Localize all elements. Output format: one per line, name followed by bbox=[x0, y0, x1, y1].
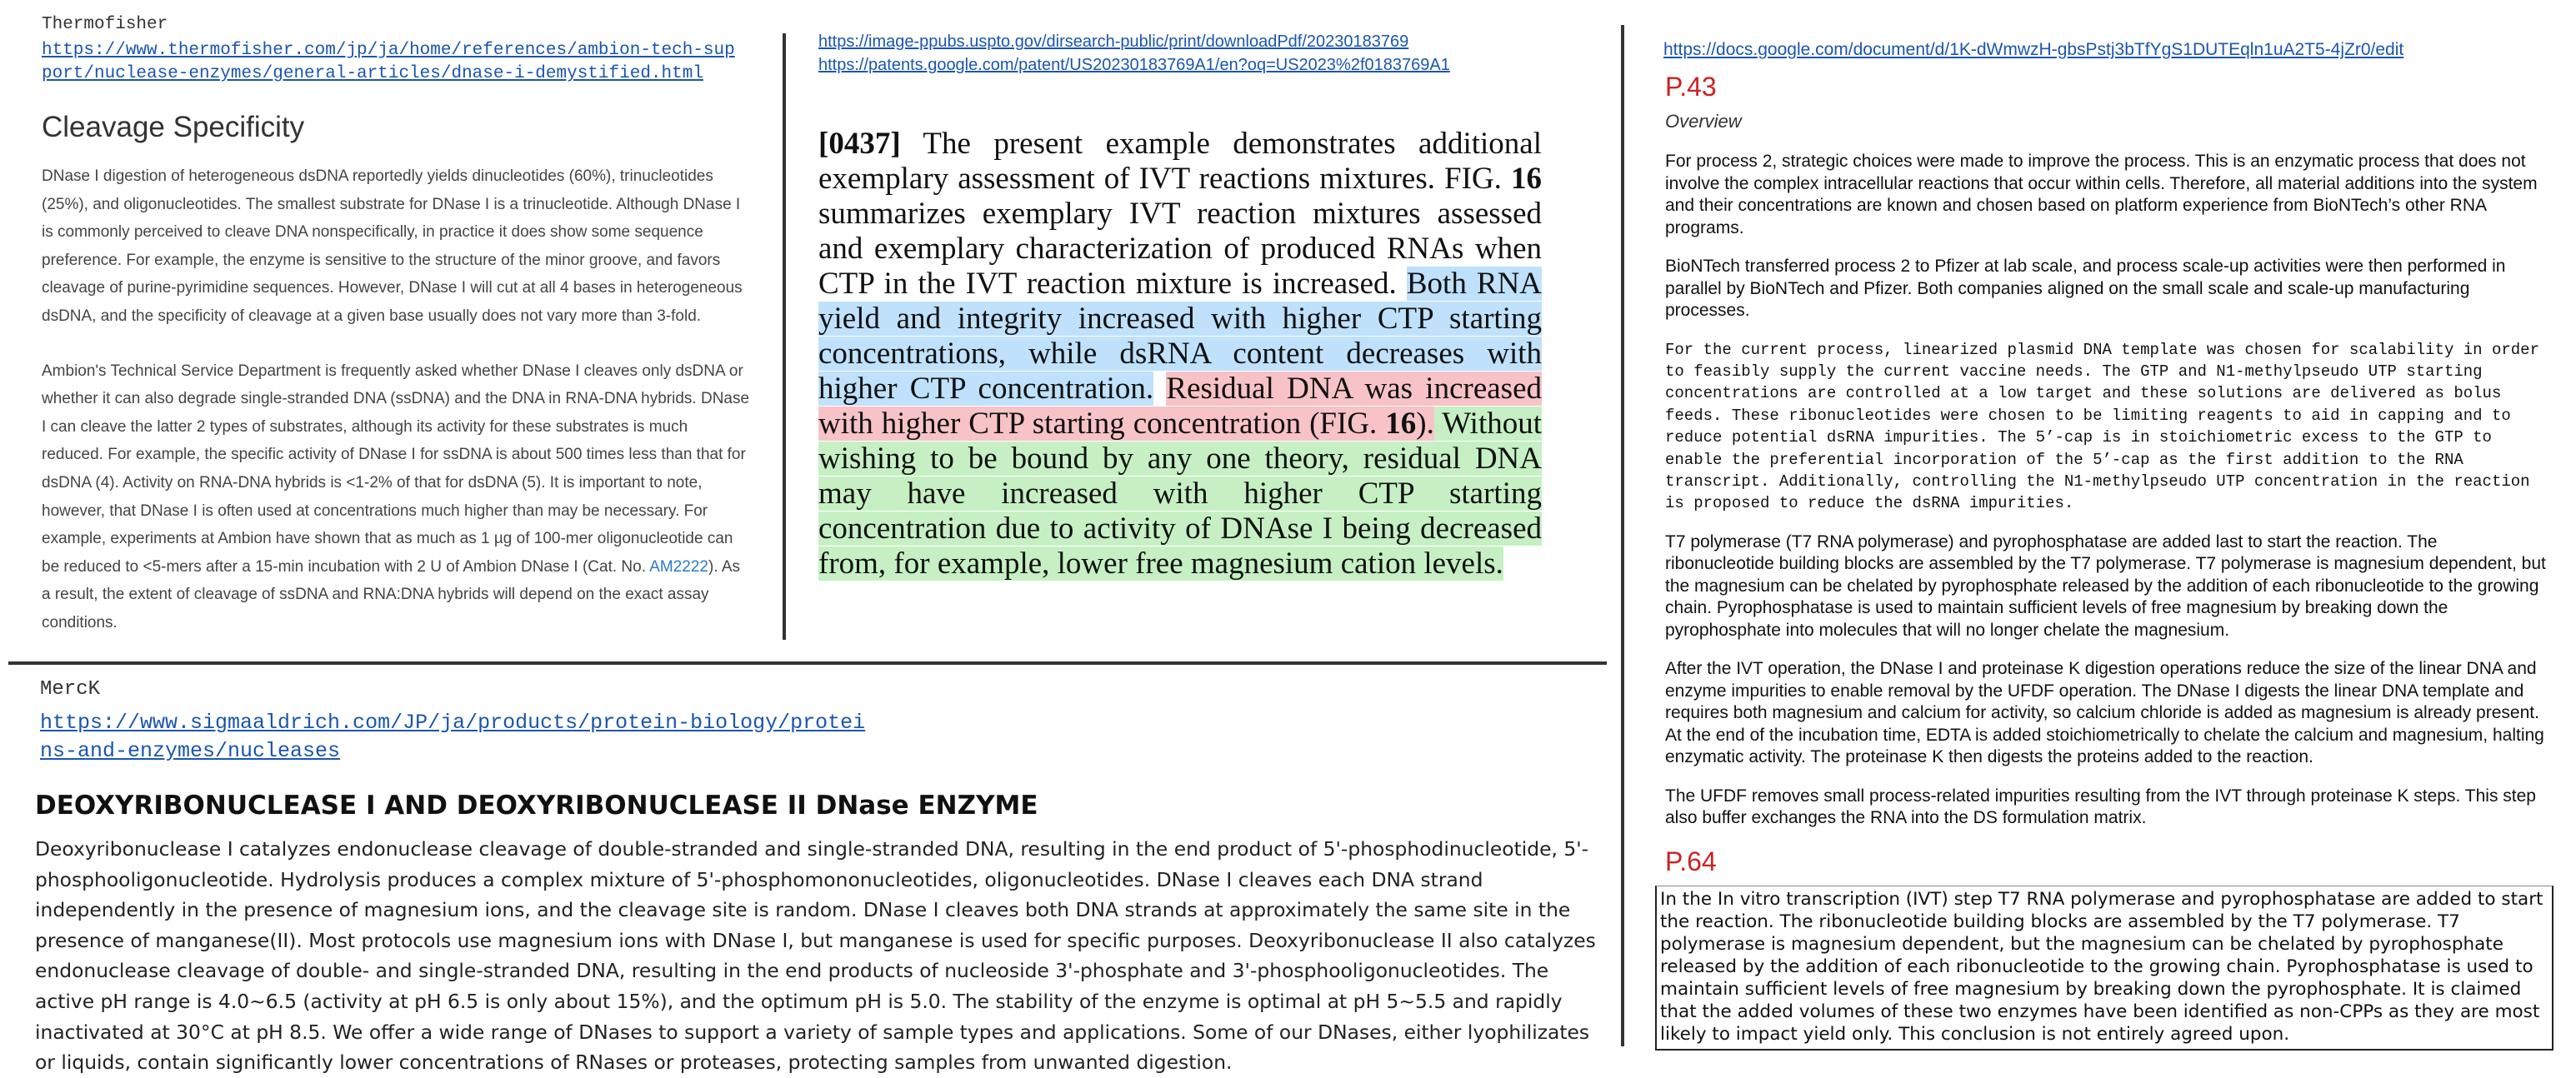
paragraph-2-text-a: Ambion's Technical Service Department is frequently asked whether DNase I cleaves only dsDNA or whether it can also degrade single-stranded DNA (ssDNA) and the DNA in RNA-DNA hybrids. DNase I can cleave the latter 2 types of substrates, although its activity for these substrates is much reduced. For example, the specific activity of DNase I for ssDNA is about 500 times less than that for dsDNA (4). Activity on RNA-DNA hybrids is <1-2% of that for dsDNA (5). It is important to note, however, that DNase I is often used at concentrations much higher than may be necessary. For example, experiments at Ambion have shown that as much as 1 µg of 100-mer oligonucleotide can be reduced to <5-mers after a 15-min incubation with 2 U of Ambion DNase I (Cat. No. bbox=[42, 362, 750, 576]
paragraph-1: DNase I digestion of heterogeneous dsDNA reportedly yields dinucleotides (60%), trinucleotides (25%), and oligonucleotides. The smallest substrate for DNase I is a trinucleotide. Although DNase I is commonly perceived to cleave DNA nonspecifically, in practice it does show some sequence preference. For example, the enzyme is sensitive to the structure of the minor groove, and favors cleavage of purine-pyrimidine sequences. However, DNase I will cut at all 4 bases in heterogeneous dsDNA, and the specificity of cleavage at a given base usually does not vary more than 3-fold. bbox=[42, 167, 743, 325]
divider-vertical-left bbox=[783, 33, 786, 640]
paragraph-2-text-b: ). As a result, the extent of cleavage of ssDNA and RNA:DNA hybrids will depend on the exact assay conditions. bbox=[42, 557, 741, 631]
gdoc-paragraph-2: BioNTech transferred process 2 to Pfizer at lab scale, and process scale-up activities were then performed in parallel by BioNTech and Pfizer. Both companies aligned on the small scale and scale-up manufacturing processes. bbox=[1665, 257, 2506, 320]
merck-paragraph: Deoxyribonuclease I catalyzes endonuclease cleavage of double-stranded and single-stranded DNA, resulting in the end product of 5'-phosphodinucleotide, 5'-phosphooligonucleotide. Hydrolysis produces a complex mixture of 5'-phosphomononucleotides, oligonucleotides. DNase I cleaves each DNA strand independently in the presence of magnesium ions, and the cleavage site is random. DNase I cleaves both DNA strands at approximately the same site in the presence of manganese(II). Most protocols use magnesium ions with DNase I, but manganese is used for specific purposes. Deoxyribonuclease II also catalyzes endonuclease cleavage of double- and single-stranded DNA, resulting in the end products of nucleoside 3'-phosphate and 3'-phosphooligonucleotides. The active pH range is 4.0~6.5 (activity at pH 6.5 is only about 15%), and the optimum pH is 5.0. The stability of the enzyme is optimal at pH 5~5.5 and rapidly inactivated at 30°C at pH 8.5. We offer a wide range of DNases to support a variety of sample types and applications. Some of our DNases, either lyophilizates or liquids, contain significantly lower concentrations of RNases or proteases, protecting samples from unwanted digestion. bbox=[35, 837, 1596, 1075]
gdoc-paragraph-3: For the current process, linearized plasmid DNA template was chosen for scalability in order to feasibly supply the current vaccine needs. The GTP and N1-methylpseudo UTP starting concentrations are controlled at a low target and these solutions are delivered as bolus feeds. These ribonucleotides were chosen to be limiting reagents to aid in capping and to reduce potential dsRNA impurities. The 5’-cap is in stoichiometric excess to the GTP to enable the preferential incorporation of the 5’-cap as the first addition to the RNA transcript. Additionally, controlling the N1-methylpseudo UTP concentration in the reaction is proposed to reduce the dsRNA impurities. bbox=[1665, 340, 2539, 513]
gdoc-paragraph-1: For process 2, strategic choices were made to improve the process. This is an enzymatic process that does not involve the complex intracellular reactions that occur within cells. Therefore, all material additions into the system and their concentrations are known and chosen based on platform experience from BioNTech’s other RNA programs. bbox=[1665, 152, 2538, 237]
merck-panel bbox=[35, 678, 1598, 1078]
source-label: MercK bbox=[40, 678, 101, 701]
google-patents-url[interactable]: https://patents.google.com/patent/US20230183769A1/en?oq=US2023%2f0183769A1 bbox=[818, 56, 1450, 74]
thermofisher-panel bbox=[42, 15, 750, 664]
patent-text-plain-2: summarizes exemplary IVT reaction mixtures assessed and exemplary characterization of produced RNAs when CTP in the IVT reaction mixture is increased. bbox=[818, 197, 1542, 301]
figure-number-2: 16 bbox=[1385, 407, 1417, 441]
uspto-url[interactable]: https://image-ppubs.uspto.gov/dirsearch-public/print/downloadPdf/20230183769 bbox=[818, 32, 1409, 51]
patent-panel bbox=[818, 30, 1542, 581]
paragraph-2 bbox=[42, 357, 750, 637]
paragraph-number: [0437] bbox=[818, 127, 901, 161]
boxed-paragraph: In the In vitro transcription (IVT) step T7 RNA polymerase and pyrophosphatase are added to start the reaction. The ribonucleotide building blocks are assembled by the T7 polymerase. T7 polymerase is magnesium dependent, but the magnesium can be chelated by pyrophosphate released by the addition of each ribonucleotide to the growing chain. Pyrophosphatase is used to maintain sufficient levels of free magnesium by breaking down the pyrophosphate. It is claimed that the added volumes of these two enzymes have been identified as non-CPPs as they are most likely to impact yield only. This conclusion is not entirely agreed upon. bbox=[1655, 886, 2553, 1051]
divider-vertical-right bbox=[1621, 25, 1624, 1046]
gdoc-paragraph-6: The UFDF removes small process-related impurities resulting from the IVT through proteinase K steps. This step also buffer exchanges the RNA into the DS formulation matrix. bbox=[1665, 786, 2536, 828]
highlight-green-text: Without wishing to be bound by any one theory, residual DNA may have increased with higher CTP starting concentration due to activity of DNAse I being decreased from, for example, lower free magnesium cation levels. bbox=[818, 407, 1542, 581]
patent-paragraph bbox=[818, 127, 1542, 581]
patent-text-plain-1: The present example demonstrates additional exemplary assessment of IVT reactions mixtures. FIG. bbox=[818, 127, 1542, 196]
highlight-red-text-a: Residual DNA was increased with higher CTP starting concentration (FIG. bbox=[818, 372, 1542, 441]
overview-heading: Overview bbox=[1665, 111, 1742, 132]
page-marker-43: P.43 bbox=[1665, 72, 1717, 102]
catalog-link[interactable]: AM2222 bbox=[649, 557, 708, 576]
page-marker-64: P.64 bbox=[1665, 846, 1717, 876]
highlight-blue-yield: Both RNA yield and integrity increased with higher CTP starting concentrations, while dsRNA content decreases with higher CTP concentration. bbox=[818, 267, 1543, 406]
figure-number-1: 16 bbox=[1511, 162, 1542, 196]
gdoc-paragraph-4: T7 polymerase (T7 RNA polymerase) and pyrophosphatase are added last to start the reaction. The ribonucleotide building blocks are assembled by the T7 polymerase. T7 polymerase is magnesium dependent, but the magnesium can be chelated by pyrophosphate released by the addition of each ribonucleotide to the growing chain. Pyrophosphatase is used to maintain sufficient levels of free magnesium by breaking down the pyrophosphate into molecules that will no longer chelate the magnesium. bbox=[1665, 532, 2546, 640]
gdoc-paragraph-5: After the IVT operation, the DNase I and proteinase K digestion operations reduce the size of the linear DNA and enzyme impurities to enable removal by the UFDF operation. The DNase I digests the linear DNA template and requires both magnesium and calcium for activity, so calcium chloride is added as magnesium is already present. At the end of the incubation time, EDTA is added stoichiometrically to chelate the calcium and magnesium, halting enzymatic activity. The proteinase K then digests the proteins added to the reaction. bbox=[1665, 659, 2544, 767]
section-heading: DEOXYRIBONUCLEASE I AND DEOXYRIBONUCLEASE II DNase ENZYME bbox=[35, 791, 1038, 821]
section-heading: Cleavage Specificity bbox=[42, 111, 305, 143]
source-url[interactable] bbox=[40, 709, 1598, 766]
gdoc-panel bbox=[1660, 40, 2551, 1051]
source-url-line-1[interactable]: https://www.sigmaaldrich.com/JP/ja/products/protein-biology/protei bbox=[40, 711, 866, 735]
source-url[interactable] bbox=[42, 39, 750, 86]
source-url-line-2[interactable]: port/nuclease-enzymes/general-articles/dnase-i-demystified.html bbox=[42, 64, 703, 83]
source-label: Thermofisher bbox=[42, 15, 168, 34]
source-url-line-1[interactable]: https://www.thermofisher.com/jp/ja/home/references/ambion-tech-sup bbox=[42, 41, 735, 60]
gdoc-url[interactable]: https://docs.google.com/document/d/1K-dWmwzH-gbsPstj3bTfYgS1DUTEqln1uA2T5-4jZr0/edit bbox=[1663, 40, 2404, 59]
source-url-line-2[interactable]: ns-and-enzymes/nucleases bbox=[40, 739, 341, 763]
highlight-red-text-b: ). bbox=[1416, 407, 1434, 441]
